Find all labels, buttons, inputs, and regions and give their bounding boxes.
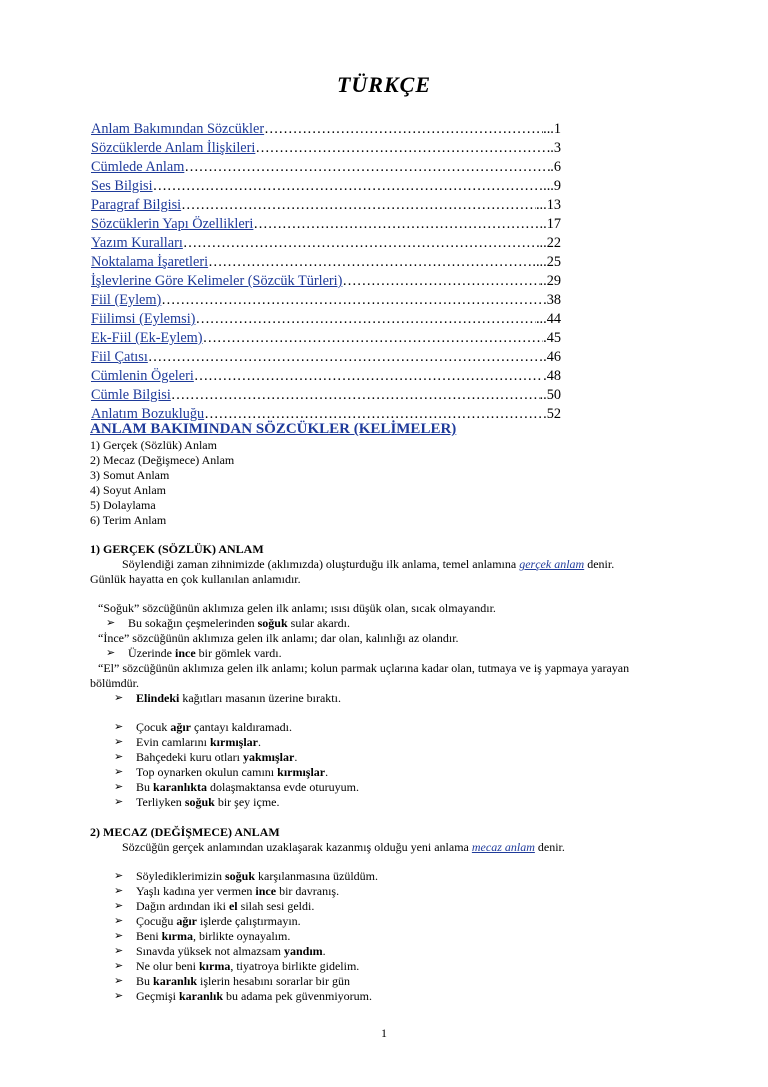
toc-page-number: ...13	[535, 197, 561, 213]
toc-leader-dots	[203, 329, 544, 348]
toc-leader-dots	[183, 234, 540, 253]
toc-leader-dots	[181, 196, 536, 215]
toc-link[interactable]: Anlam Bakımından Sözcükler	[91, 121, 265, 137]
list-item: ➢ Bu karanlık işlerin hesabını sorarlar bir gün	[114, 974, 350, 988]
definition-gercek: Söylendiği zaman zihnimizde (aklımızda) oluşturduğu ilk anlama, temel anlamına gerçek anlam denir.	[122, 557, 615, 571]
section-list-item: 1) Gerçek (Sözlük) Anlam	[90, 438, 217, 452]
toc-entry[interactable]	[91, 367, 561, 386]
toc-leader-dots	[161, 291, 543, 310]
toc-page-number: ....25	[532, 254, 561, 270]
arrow-bullet-icon: ➢	[114, 870, 124, 882]
toc-leader-dots	[208, 253, 532, 272]
list-item: ➢ Bahçedeki kuru otları yakmışlar.	[114, 750, 298, 764]
section-list-item: 3) Somut Anlam	[90, 468, 170, 482]
content	[90, 420, 690, 1004]
list-item: ➢ Evin camlarını kırmışlar.	[114, 735, 261, 749]
arrow-bullet-icon: ➢	[114, 945, 124, 957]
toc-page-number: ..29	[539, 273, 561, 289]
arrow-bullet-icon: ➢	[114, 781, 124, 793]
toc-entry[interactable]	[91, 158, 561, 177]
toc-link[interactable]: Noktalama İşaretleri	[91, 254, 209, 270]
toc-page-number: .48	[543, 368, 561, 384]
toc-page-number: ...1	[543, 121, 561, 137]
arrow-bullet-icon: ➢	[114, 930, 124, 942]
toc-page-number: ..50	[539, 387, 561, 403]
example-el: “El” sözcüğünün aklımıza gelen ilk anlamı; kolun parmak uçlarına kadar olan, tutmaya ve iş yapmaya yarayan	[98, 661, 630, 675]
arrow-bullet-icon: ➢	[114, 751, 124, 763]
section-list-item: 6) Terim Anlam	[90, 513, 167, 527]
toc-page-number: .45	[543, 330, 561, 346]
list-item: ➢ Beni kırma, birlikte oynayalım.	[114, 929, 291, 943]
list-item: ➢ Bu sokağın çeşmelerinden soğuk sular akardı.	[106, 616, 350, 630]
arrow-bullet-icon: ➢	[114, 915, 124, 927]
definition-gercek-cont: Günlük hayatta en çok kullanılan anlamıdır.	[90, 572, 301, 586]
toc-entry[interactable]	[91, 272, 561, 291]
heading-gercek-anlam: 1) GERÇEK (SÖZLÜK) ANLAM	[90, 542, 264, 556]
arrow-bullet-icon: ➢	[114, 721, 124, 733]
toc-link[interactable]: Sözcüklerde Anlam İlişkileri	[91, 140, 256, 156]
toc-link[interactable]: Ek-Fiil (Ek-Eylem)	[91, 330, 203, 346]
arrow-bullet-icon: ➢	[106, 617, 116, 629]
list-item: ➢ Yaşlı kadına yer vermen ince bir davranış.	[114, 884, 340, 898]
examples-list-mecaz	[90, 869, 690, 1004]
toc-leader-dots	[171, 386, 540, 405]
list-item: ➢ Üzerinde ince bir gömlek vardı.	[106, 646, 282, 660]
page-number: 1	[381, 1026, 387, 1040]
list-item: ➢ Çocuk ağır çantayı kaldıramadı.	[114, 720, 292, 734]
arrow-bullet-icon: ➢	[114, 692, 124, 704]
list-item: ➢ Geçmişi karanlık bu adama pek güvenmiyorum.	[114, 989, 372, 1003]
toc-link[interactable]: Fiil (Eylem)	[91, 292, 162, 308]
term-mecaz-anlam[interactable]: mecaz anlam	[471, 840, 535, 854]
list-item: ➢ Top oynarken okulun camını kırmışlar.	[114, 765, 329, 779]
toc-entry[interactable]	[91, 120, 561, 139]
toc-link[interactable]: Paragraf Bilgisi	[91, 197, 182, 213]
toc-entry[interactable]	[91, 386, 561, 405]
page-title: TÜRKÇE	[336, 72, 432, 97]
arrow-bullet-icon: ➢	[114, 885, 124, 897]
toc-leader-dots	[184, 158, 550, 177]
example-ince: “İnce” sözcüğünün aklımıza gelen ilk anlamı; dar olan, kalınlığı az olandır.	[98, 631, 459, 645]
toc-entry[interactable]	[91, 310, 561, 329]
toc-link[interactable]: İşlevlerine Göre Kelimeler (Sözcük Türleri)	[91, 273, 343, 289]
toc-page-number: ..17	[539, 216, 561, 232]
list-item: ➢ Ne olur beni kırma, tiyatroya birlikte gidelim.	[114, 959, 360, 973]
arrow-bullet-icon: ➢	[114, 766, 124, 778]
toc-entry[interactable]	[91, 177, 561, 196]
heading-mecaz-anlam: 2) MECAZ (DEĞİŞMECE) ANLAM	[90, 825, 280, 839]
arrow-bullet-icon: ➢	[106, 647, 116, 659]
list-item: ➢ Dağın ardından iki el silah sesi geldi.	[114, 899, 315, 913]
toc-leader-dots	[148, 348, 543, 367]
arrow-bullet-icon: ➢	[114, 736, 124, 748]
toc-link[interactable]: Sözcüklerin Yapı Özellikleri	[91, 216, 254, 232]
list-item: ➢ Çocuğu ağır işlerde çalıştırmayın.	[114, 914, 301, 928]
toc-leader-dots	[153, 177, 544, 196]
toc-entry[interactable]	[91, 139, 561, 158]
toc-link[interactable]: Cümlenin Ögeleri	[91, 368, 194, 384]
toc-page-number: .38	[543, 292, 561, 308]
toc-link[interactable]: Yazım Kuralları	[91, 235, 183, 251]
toc-leader-dots	[195, 310, 536, 329]
toc-link[interactable]: Ses Bilgisi	[91, 178, 153, 194]
section-list-item: 2) Mecaz (Değişmece) Anlam	[90, 453, 235, 467]
arrow-bullet-icon: ➢	[114, 975, 124, 987]
definition-mecaz: Sözcüğün gerçek anlamından uzaklaşarak kazanmış olduğu yeni anlama mecaz anlam denir.	[122, 840, 565, 854]
toc-entry[interactable]	[91, 348, 561, 367]
arrow-bullet-icon: ➢	[114, 900, 124, 912]
toc-page-number: .52	[543, 406, 561, 422]
section-list-item: 4) Soyut Anlam	[90, 483, 167, 497]
list-item: ➢ Söylediklerimizin soğuk karşılanmasına üzüldüm.	[114, 869, 379, 883]
toc-link[interactable]: Fiil Çatısı	[91, 349, 148, 365]
arrow-bullet-icon: ➢	[114, 990, 124, 1002]
table-of-contents	[91, 120, 561, 424]
list-item: ➢ Bu karanlıkta dolaşmaktansa evde oturuyum.	[114, 780, 359, 794]
toc-link[interactable]: Cümle Bilgisi	[91, 387, 171, 403]
list-item: ➢ Terliyken soğuk bir şey içme.	[114, 795, 280, 809]
section-title: ANLAM BAKIMINDAN SÖZCÜKLER (KELİMELER)	[90, 421, 457, 437]
toc-page-number: ...9	[543, 178, 561, 194]
section-list-item: 5) Dolaylama	[90, 498, 156, 512]
toc-leader-dots	[342, 272, 539, 291]
example-el-cont: bölümdür.	[90, 676, 140, 690]
arrow-bullet-icon: ➢	[114, 796, 124, 808]
toc-page-number: .46	[543, 349, 561, 365]
toc-page-number: .6	[550, 159, 561, 175]
toc-page-number: ..3	[546, 140, 561, 156]
toc-page-number: ...44	[535, 311, 561, 327]
toc-entry[interactable]	[91, 253, 561, 272]
toc-leader-dots	[264, 120, 543, 139]
list-item: ➢ Sınavda yüksek not almazsam yandım.	[114, 944, 326, 958]
toc-entry[interactable]	[91, 215, 561, 234]
section-items	[90, 438, 690, 528]
toc-leader-dots	[253, 215, 539, 234]
term-gercek-anlam[interactable]: gerçek anlam	[519, 557, 585, 571]
arrow-bullet-icon: ➢	[114, 960, 124, 972]
toc-link[interactable]: Anlatım Bozukluğu	[91, 406, 205, 422]
toc-link[interactable]: Cümlede Anlam	[91, 159, 185, 175]
list-item: ➢ Elindeki kağıtları masanın üzerine bıraktı.	[114, 691, 341, 705]
examples-list-gercek	[90, 720, 690, 810]
example-soguk: “Soğuk” sözcüğünün aklımıza gelen ilk anlamı; ısısı düşük olan, sıcak olmayandır.	[98, 601, 496, 615]
toc-entry[interactable]	[91, 196, 561, 215]
toc-page-number: ..22	[539, 235, 561, 251]
toc-link[interactable]: Fiilimsi (Eylemsi)	[91, 311, 196, 327]
toc-leader-dots	[255, 139, 546, 158]
toc-leader-dots	[194, 367, 543, 386]
toc-entry[interactable]	[91, 329, 561, 348]
toc-entry[interactable]	[91, 234, 561, 253]
toc-entry[interactable]	[91, 291, 561, 310]
